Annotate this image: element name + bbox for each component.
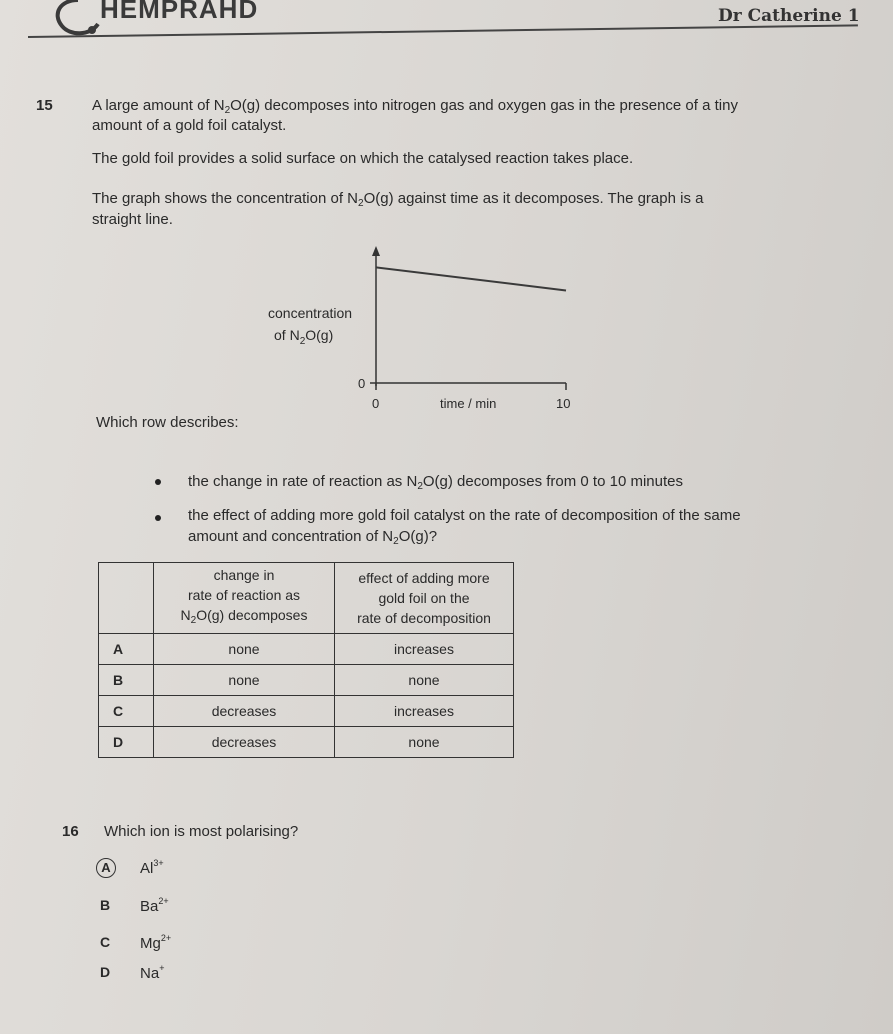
row-letter: C <box>99 696 154 727</box>
table-row[interactable] <box>99 665 514 696</box>
y-axis-arrow <box>372 246 380 256</box>
header-rule <box>28 24 858 38</box>
row-effect: increases <box>335 696 514 727</box>
q15-intro-line2: amount of a gold foil catalyst. <box>92 117 287 134</box>
table-row[interactable] <box>99 634 514 665</box>
options-table <box>98 562 514 758</box>
bullet-2-line2: amount and concentration of $N_2O(g)$? <box>188 528 438 547</box>
table-row[interactable] <box>99 727 514 758</box>
bullet-2-line1: the effect of adding more gold foil catalyst on the rate of decomposition of the same <box>188 507 741 524</box>
table-header-row <box>99 563 514 634</box>
header-blank-cell <box>99 563 154 634</box>
y-label-line1: concentration <box>268 305 353 321</box>
y-label-line2: of $N_2O(g)$ <box>274 327 334 347</box>
teacher-name: Dr Catherine 1 <box>718 6 860 26</box>
header-change-cell: change in rate of reaction as $N_2O(g)$ decomposes <box>154 563 335 634</box>
option-a-circled-letter[interactable]: A <box>96 858 116 878</box>
option-b-letter[interactable]: B <box>100 897 111 913</box>
option-d-letter[interactable]: D <box>100 964 111 980</box>
table-row[interactable] <box>99 696 514 727</box>
q16-question: Which ion is most polarising? <box>104 823 299 840</box>
logo-text: HEMPRAHD <box>100 0 259 24</box>
concentration-time-graph <box>260 240 590 420</box>
option-c-ion[interactable]: $Mg^{2+}$ <box>140 933 172 952</box>
concentration-line <box>376 267 566 290</box>
x-axis-label: time / min <box>440 396 497 411</box>
row-effect: none <box>335 727 514 758</box>
bullet-1-text: the change in rate of reaction as $N_2O(g)$ decomposes from 0 to 10 minutes <box>188 473 683 492</box>
question-15-number: 15 <box>36 97 53 114</box>
row-effect: none <box>335 665 514 696</box>
row-effect: increases <box>335 634 514 665</box>
row-change: none <box>154 634 335 665</box>
x-tick-label-10: 10 <box>556 396 571 411</box>
bullet-1 <box>155 479 161 485</box>
bullet-2 <box>155 515 161 521</box>
row-letter: D <box>99 727 154 758</box>
row-letter: A <box>99 634 154 665</box>
option-d-ion[interactable]: Na+ <box>140 963 165 982</box>
q15-intro-line1: A large amount of $N_2O(g)$ decomposes into nitrogen gas and oxygen gas in the presence of a tiny <box>92 97 738 116</box>
row-change: decreases <box>154 727 335 758</box>
row-change: decreases <box>154 696 335 727</box>
x-tick-label-0: 0 <box>372 396 380 411</box>
q15-graph-sentence-line1: The graph shows the concentration of $N_2O(g)$ against time as it decomposes. The graph is a <box>92 190 704 209</box>
option-c-letter[interactable]: C <box>100 934 111 950</box>
row-letter: B <box>99 665 154 696</box>
header-effect-cell: effect of adding more gold foil on the rate of decomposition <box>335 563 514 634</box>
y-origin-label: 0 <box>358 376 366 391</box>
question-16-number: 16 <box>62 823 79 840</box>
which-row-prompt: Which row describes: <box>96 414 239 431</box>
q15-gold-sentence: The gold foil provides a solid surface on which the catalysed reaction takes place. <box>92 150 634 167</box>
option-a-ion[interactable]: $Al^{3+}$ <box>140 858 164 877</box>
option-b-ion[interactable]: $Ba^{2+}$ <box>140 896 169 915</box>
row-change: none <box>154 665 335 696</box>
q15-graph-sentence-line2: straight line. <box>92 211 173 228</box>
